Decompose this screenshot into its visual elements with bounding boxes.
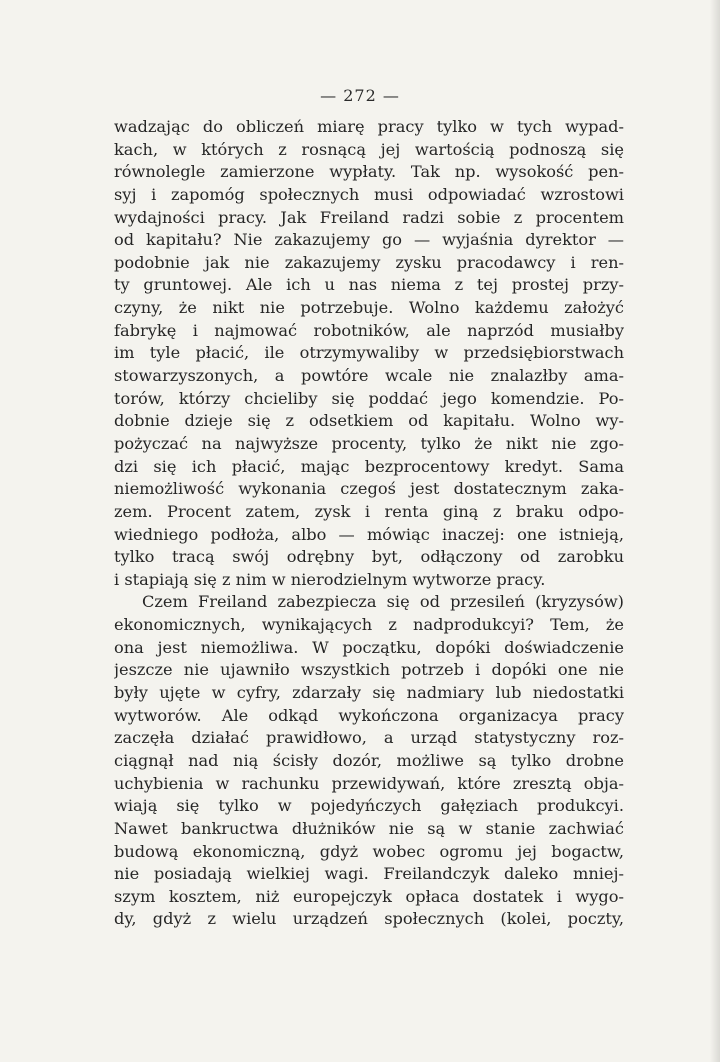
text-line: torów, którzy chcieliby się poddać jego komendzie. Po-	[114, 388, 624, 408]
text-line: zaczęła działać prawidłowo, a urząd statystyczny roz-	[114, 728, 624, 748]
text-line: jeszcze nie ujawniło wszystkich potrzeb i dopóki one nie	[114, 660, 624, 680]
text-line: zem. Procent zatem, zysk i renta giną z braku odpo-	[114, 501, 624, 521]
body-text	[114, 116, 624, 931]
text-line: wytworów. Ale odkąd wykończona organizacya pracy	[114, 705, 624, 725]
text-line: ciągnął nad nią ścisły dozór, możliwe są tylko drobne	[114, 750, 624, 770]
text-line: uchybienia w rachunku przewidywań, które zresztą obja-	[114, 773, 624, 793]
text-line: fabrykę i najmować robotników, ale naprzód musiałby	[114, 320, 624, 340]
text-line: syj i zapomóg społecznych musi odpowiadać wzrostowi	[114, 184, 624, 204]
text-line: dy, gdyż z wielu urządzeń społecznych (kolei, poczty,	[114, 909, 624, 929]
text-line: od kapitału? Nie zakazujemy go — wyjaśnia dyrektor —	[114, 230, 624, 250]
text-line: budową ekonomiczną, gdyż wobec ogromu jej bogactw,	[114, 841, 624, 861]
text-line: im tyle płacić, ile otrzymywaliby w przedsiębiorstwach	[114, 343, 624, 363]
text-line: czyny, że nikt nie potrzebuje. Wolno każdemu założyć	[114, 298, 624, 318]
text-line: wadzając do obliczeń miarę pracy tylko w tych wypad-	[114, 117, 624, 136]
text-line: Czem Freiland zabezpiecza się od przesileń (kryzysów)	[142, 592, 624, 612]
text-line: podobnie jak nie zakazujemy zysku pracodawcy i ren-	[114, 252, 624, 272]
text-line: wiedniego podłoża, albo — mówiąc inaczej: one istnieją,	[114, 524, 624, 544]
page-number: — 272 —	[320, 86, 400, 105]
text-line: nie posiadają wielkiej wagi. Freilandczyk daleko mniej-	[114, 864, 624, 884]
text-line: ona jest niemożliwa. W początku, dopóki doświadczenie	[114, 637, 624, 657]
text-line: niemożliwość wykonania czegoś jest dostatecznym zaka-	[114, 479, 624, 499]
page-edge	[710, 0, 720, 1062]
text-line: wiają się tylko w pojedyńczych gałęziach produkcyi.	[114, 796, 624, 816]
text-line: i stapiają się z nim w nierodzielnym wytworze pracy.	[114, 569, 546, 589]
text-line: ekonomicznych, wynikających z nadprodukcyi? Tem, że	[114, 615, 624, 635]
text-line: równolegle zamierzone wypłaty. Tak np. wysokość pen-	[114, 162, 624, 182]
text-line: tylko tracą swój odrębny byt, odłączony od zarobku	[114, 547, 624, 567]
text-line: wydajności pracy. Jak Freiland radzi sobie z procentem	[114, 207, 624, 227]
text-line: dobnie dzieje się z odsetkiem od kapitału. Wolno wy-	[114, 411, 624, 431]
text-line: pożyczać na najwyższe procenty, tylko że nikt nie zgo-	[114, 433, 624, 453]
text-line: stowarzyszonych, a powtóre wcale nie znalazłby ama-	[114, 366, 624, 386]
text-line: Nawet bankructwa dłużników nie są w stanie zachwiać	[114, 818, 624, 838]
text-line: kach, w których z rosnącą jej wartością podnoszą się	[114, 139, 624, 159]
text-line: dzi się ich płacić, mając bezprocentowy kredyt. Sama	[114, 456, 624, 476]
text-line: szym kosztem, niż europejczyk opłaca dostatek i wygo-	[114, 886, 624, 906]
text-line: ty gruntowej. Ale ich u nas niema z tej prostej przy-	[114, 275, 624, 295]
text-line: były ujęte w cyfry, zdarzały się nadmiary lub niedostatki	[114, 683, 624, 703]
